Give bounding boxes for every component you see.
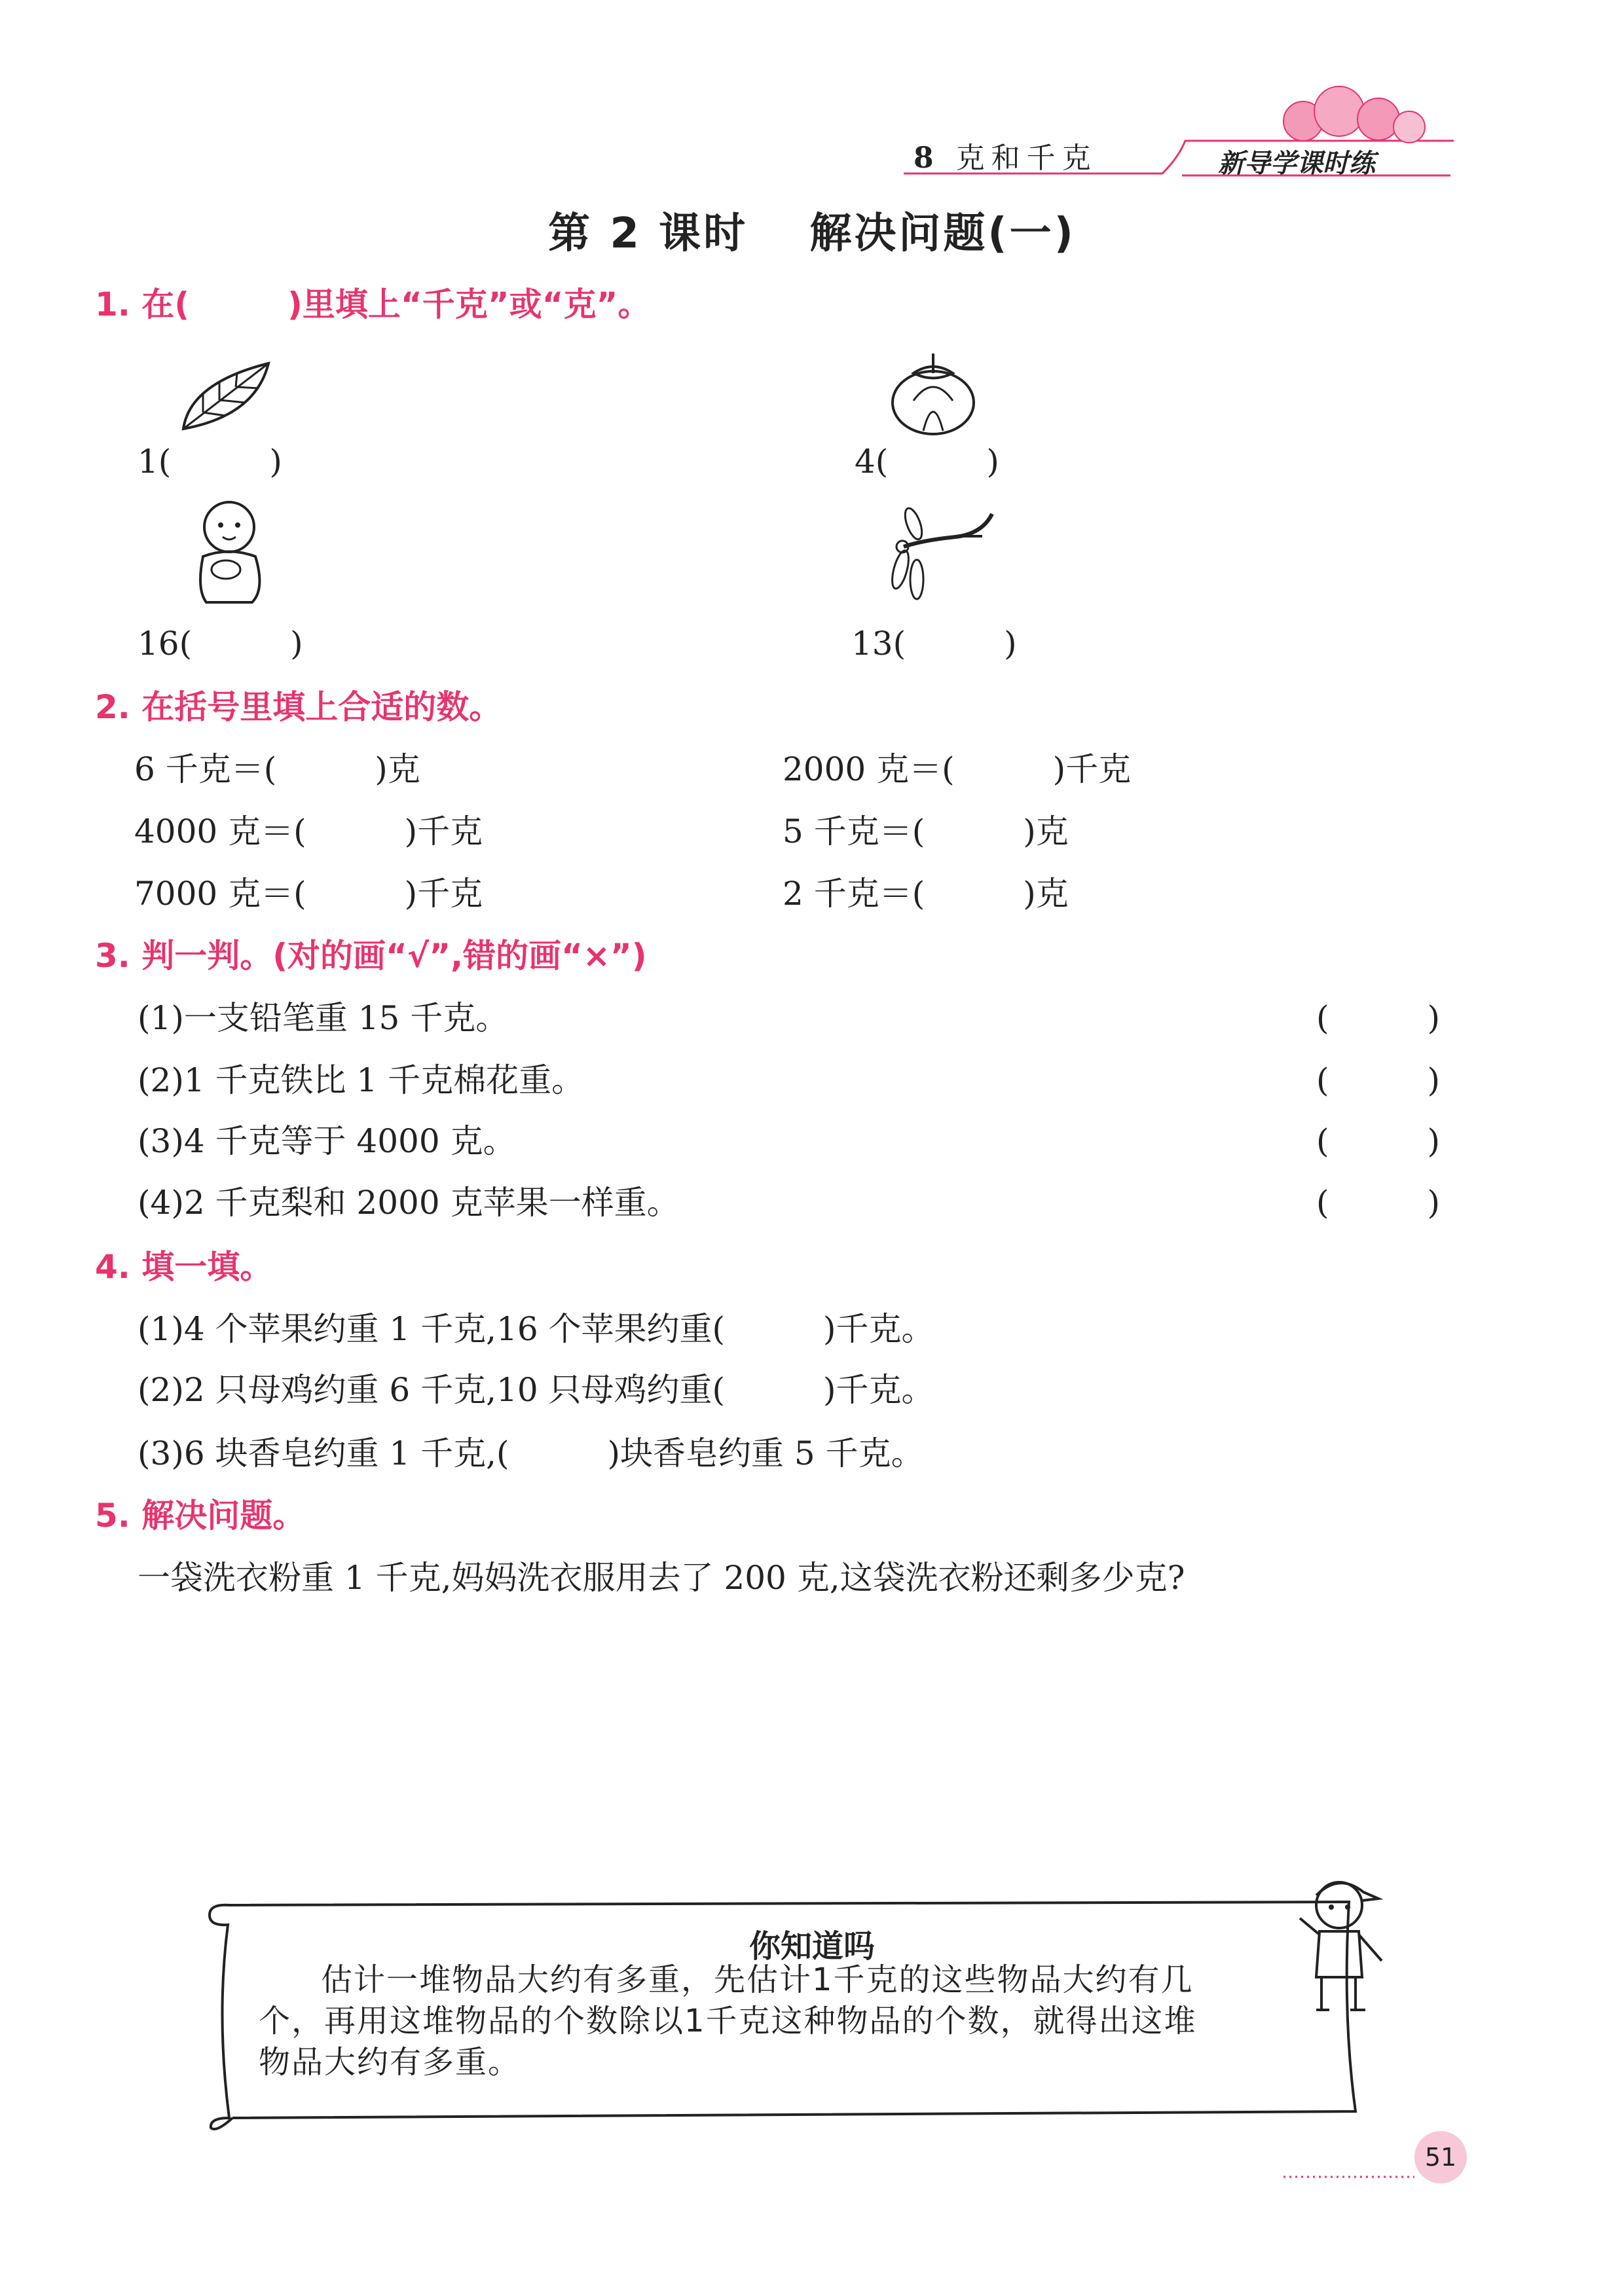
baby-icon — [187, 498, 272, 609]
section4-title: 4. 填一填。 — [95, 1248, 273, 1286]
chapter-heading — [913, 134, 1098, 176]
conversion-right-3: 2 千克＝( )克 — [783, 875, 1069, 913]
fill-item-1: (1)4 个苹果约重 1 千克,16 个苹果约重( )千克。 — [138, 1310, 934, 1348]
judge-answer-4: ( ) — [1316, 1184, 1441, 1222]
judge-item-3: (3)4 千克等于 4000 克。 — [138, 1122, 516, 1160]
judge-item-2: (2)1 千克铁比 1 千克棉花重。 — [138, 1061, 585, 1099]
item-baby-label: 16( ) — [138, 625, 303, 663]
section5-title: 5. 解决问题。 — [95, 1497, 306, 1535]
conversion-right-2: 5 千克＝( )克 — [783, 812, 1069, 850]
chapter-number: 8 — [913, 141, 940, 175]
problem-text: 一袋洗衣粉重 1 千克,妈妈洗衣服用去了 200 克,这袋洗衣粉还剩多少克? — [138, 1559, 1185, 1597]
conversion-left-2: 4000 克＝( )千克 — [134, 812, 483, 850]
judge-item-4: (4)2 千克梨和 2000 克苹果一样重。 — [138, 1184, 680, 1222]
chapter-title: 克和千克 — [955, 141, 1098, 175]
conversion-right-1: 2000 克＝( )千克 — [783, 750, 1132, 788]
tip-line-3: 物品大约有多重。 — [259, 2044, 521, 2081]
tip-line-1: 估计一堆物品大约有多重，先估计1千克的这些物品大约有几 — [321, 1961, 1194, 1998]
brand-name: 新导学课时练 — [1218, 149, 1375, 179]
tip-line-2: 个，再用这堆物品的个数除以1千克这种物品的个数，就得出这堆 — [259, 2003, 1197, 2039]
page-number: 51 — [1414, 2131, 1467, 2183]
tip-title: 你知道吗 — [748, 1928, 875, 1965]
item-leaf-label: 1( ) — [138, 443, 282, 481]
dragonfly-icon — [884, 507, 1002, 606]
section2-title: 2. 在括号里填上合适的数。 — [95, 688, 502, 726]
judge-answer-2: ( ) — [1316, 1061, 1441, 1099]
conversion-left-1: 6 千克＝( )克 — [134, 750, 420, 788]
item-dragonfly-label: 13( ) — [851, 625, 1017, 663]
section1-title: 1. 在( )里填上“千克”或“克”。 — [95, 285, 651, 323]
fill-item-2: (2)2 只母鸡约重 6 千克,10 只母鸡约重( )千克。 — [138, 1371, 934, 1409]
judge-item-1: (1)一支铅笔重 15 千克。 — [138, 999, 509, 1037]
leaf-icon — [177, 357, 275, 435]
lesson-title: 第 2 课时 解决问题(一) — [548, 210, 1076, 258]
fill-item-3: (3)6 块香皂约重 1 千克,( )块香皂约重 5 千克。 — [138, 1434, 924, 1472]
persimmon-icon — [887, 347, 979, 439]
item-persimmon-label: 4( ) — [855, 443, 999, 481]
section3-title: 3. 判一判。(对的画“√”,错的画“×”) — [95, 937, 647, 975]
judge-answer-3: ( ) — [1316, 1122, 1441, 1160]
judge-answer-1: ( ) — [1316, 999, 1441, 1037]
conversion-left-3: 7000 克＝( )千克 — [134, 875, 483, 913]
